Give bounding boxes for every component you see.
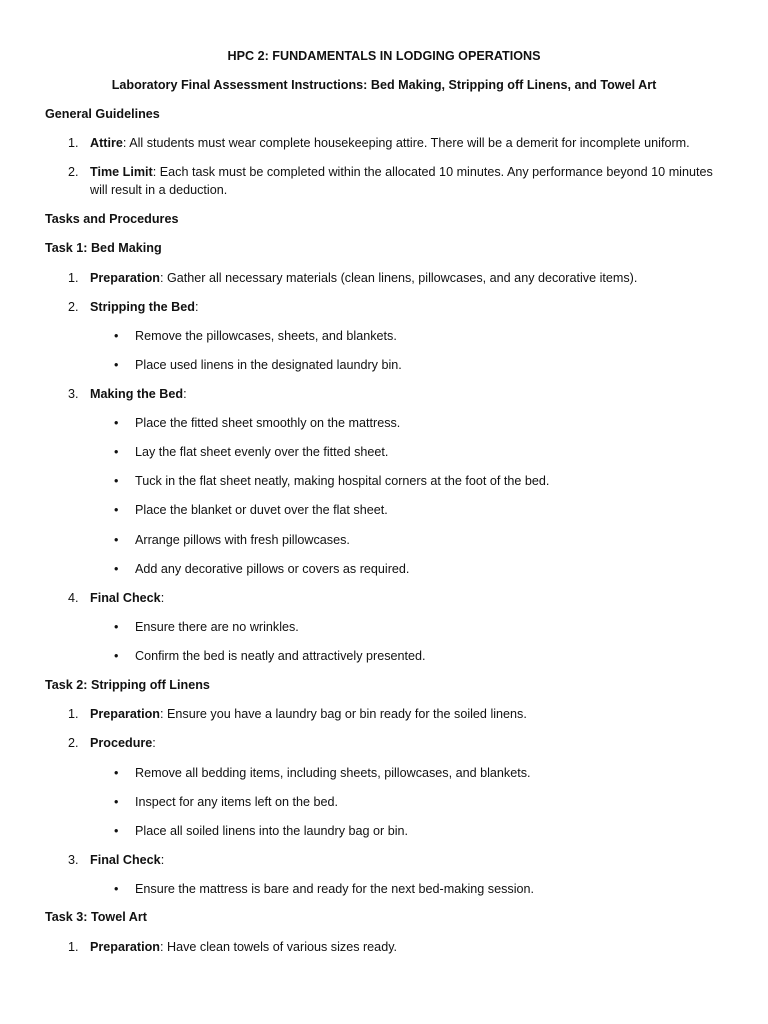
item-number: 2.: [68, 300, 79, 314]
bullet-icon: •: [114, 474, 119, 488]
item-label: Procedure: [90, 736, 153, 750]
bullet-text: Tuck in the flat sheet neatly, making hospital corners at the foot of the bed.: [135, 474, 550, 488]
bullet-text: Place all soiled linens into the laundry bag or bin.: [135, 824, 409, 838]
item-label: Preparation: [90, 271, 160, 285]
bullet-text: Ensure there are no wrinkles.: [135, 620, 299, 634]
item-number: 2.: [68, 165, 79, 179]
bullet-text: Arrange pillows with fresh pillowcases.: [135, 533, 350, 547]
bullet-icon: •: [114, 620, 119, 634]
bullet-text: Inspect for any items left on the bed.: [135, 795, 339, 809]
item-number: 1.: [68, 271, 79, 285]
task2-heading: Task 2: Stripping off Linens: [45, 678, 210, 692]
task1-heading: Task 1: Bed Making: [45, 241, 162, 255]
item-text: :: [160, 853, 165, 867]
bullet-icon: •: [114, 358, 119, 372]
bullet-icon: •: [114, 503, 119, 517]
item-text: : Gather all necessary materials (clean linens, pillowcases, and any decorative items).: [160, 271, 638, 285]
item-text: :: [183, 387, 187, 401]
bullet-text: Place the blanket or duvet over the flat sheet.: [135, 503, 388, 517]
bullet-text: Place used linens in the designated laundry bin.: [135, 358, 402, 372]
bullet-icon: •: [114, 562, 119, 576]
general-guidelines-heading: General Guidelines: [45, 107, 160, 121]
item-label: Time Limit: [90, 165, 153, 179]
item-number: 2.: [68, 736, 79, 750]
item-number: 4.: [68, 591, 79, 605]
item-text: : All students must wear complete housekeeping attire. There will be a demerit for incomplete uniform.: [122, 136, 690, 150]
bullet-text: Add any decorative pillows or covers as required.: [135, 562, 410, 576]
item-text: :: [194, 300, 199, 314]
task3-heading: Task 3: Towel Art: [45, 910, 147, 924]
item-number: 3.: [68, 387, 79, 401]
item-number: 1.: [68, 136, 79, 150]
bullet-text: Remove all bedding items, including sheets, pillowcases, and blankets.: [135, 766, 531, 780]
item-text: : Ensure you have a laundry bag or bin ready for the soiled linens.: [160, 707, 527, 721]
bullet-icon: •: [114, 824, 119, 838]
bullet-icon: •: [114, 416, 119, 430]
item-text: :: [160, 591, 165, 605]
bullet-icon: •: [114, 795, 119, 809]
item-text: will result in a deduction.: [90, 183, 228, 197]
document-title: HPC 2: FUNDAMENTALS IN LODGING OPERATIONS: [227, 49, 541, 63]
bullet-text: Lay the flat sheet evenly over the fitted sheet.: [135, 445, 389, 459]
item-label: Attire: [90, 136, 123, 150]
item-label: Preparation: [90, 707, 160, 721]
bullet-text: Confirm the bed is neatly and attractively presented.: [135, 649, 426, 663]
item-number: 3.: [68, 853, 79, 867]
bullet-icon: •: [114, 445, 119, 459]
tasks-heading: Tasks and Procedures: [45, 212, 179, 226]
bullet-text: Remove the pillowcases, sheets, and blankets.: [135, 329, 397, 343]
bullet-text: Place the fitted sheet smoothly on the mattress.: [135, 416, 401, 430]
item-label: Preparation: [90, 940, 160, 954]
bullet-icon: •: [114, 329, 119, 343]
document-subtitle: Laboratory Final Assessment Instructions: Bed Making, Stripping off Linens, and Towel Art: [111, 78, 657, 92]
item-label: Final Check: [90, 853, 161, 867]
item-label: Stripping the Bed: [90, 300, 195, 314]
bullet-icon: •: [114, 882, 119, 896]
item-label: Final Check: [90, 591, 161, 605]
bullet-text: Ensure the mattress is bare and ready for the next bed-making session.: [135, 882, 535, 896]
item-label: Making the Bed: [90, 387, 184, 401]
bullet-icon: •: [114, 766, 119, 780]
item-text: : Each task must be completed within the allocated 10 minutes. Any performance beyond 10 minutes: [152, 165, 713, 179]
item-text: :: [152, 736, 156, 750]
item-text: : Have clean towels of various sizes ready.: [160, 940, 398, 954]
item-number: 1.: [68, 940, 79, 954]
bullet-icon: •: [114, 649, 119, 663]
item-number: 1.: [68, 707, 79, 721]
bullet-icon: •: [114, 533, 119, 547]
